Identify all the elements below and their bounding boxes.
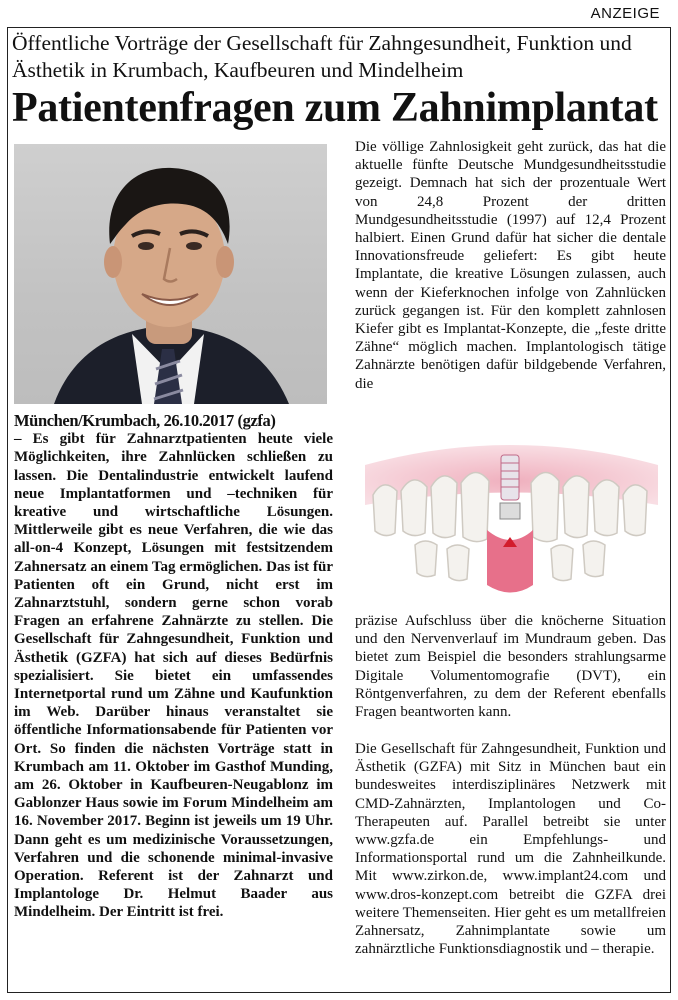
- portrait-photo: [14, 144, 327, 404]
- dateline: München/Krumbach, 26.10.2017 (gzfa): [14, 411, 276, 430]
- article-kicker: Öffentliche Vorträge der Gesellschaft für Zahngesundheit, Funktion und Ästhetik in Krumbach, Kaufbeuren und Mindelheim: [12, 31, 632, 82]
- right-column-paragraph-3: Die Gesellschaft für Zahngesundheit, Funktion und Ästhetik (GZFA) mit Sitz in München baut ein bundesweites interdisziplinäres Netzwerk mit CMD-Zahnärzten, Implantologen und Co-Therapeuten auf. Parallel betreibt sie unter www.gzfa.de ein Empfehlungs- und Informationsportal rund um die Zahnheilkunde. Mit www.zirkon.de, www.implant24.com und www.dros-konzept.com betreibt die GZFA drei weitere Themenseiten. Hier geht es um metallfreien Zahnersatz, Zahnimplantate sowie um zahnärztliche Funktionsdiagnostik und – therapie.: [355, 741, 666, 958]
- dental-implant-illustration: [355, 425, 668, 605]
- ad-label: ANZEIGE: [590, 5, 660, 22]
- left-column: [14, 412, 333, 922]
- right-column-paragraph-1: Die völlige Zahnlosigkeit geht zurück, das hat die aktuelle fünfte Deutsche Mundgesundheitsstudie gezeigt. Demnach hat sich der prozentuale Wert von 24,8 Prozent der dritten Mundgesundheitsstudie (1997) auf 12,4 Prozent halbiert. Einen Grund dafür hat sicher die dentale Innovationsfreude geliefert: Es gibt heute Implantate, die kreative Lösungen zulassen, auch wenn der Kieferknochen infolge von Zahnlücken zurück gegangen ist. Für den komplett zahnlosen Kiefer gibt es Implantat-Konzepte, die „feste dritte Zähne“ möglich machen. Implantologisch tätige Zahnärzte benötigen dafür bildgebende Verfahren, die: [355, 139, 666, 392]
- right-column-paragraph-2: präzise Aufschluss über die knöcherne Situation und den Nervenverlauf im Mundraum geben. Das bietet zum Beispiel die besonders strahlungsarme Digitale Volumentomografie (DVT), ein Röntgenverfahren, zu dem der Referent ebenfalls Fragen beantworten kann.: [355, 613, 666, 721]
- article-headline: Patientenfragen zum Zahnimplantat: [12, 85, 658, 131]
- left-column-text: – Es gibt für Zahnarztpatienten heute viele Möglichkeiten, ihre Zahnlücken schließen zu lassen. Die Dentalindustrie entwickelt laufend neue Implantatformen und –techniken für kreative und wirtschaftliche Lösungen. Mittlerweile gibt es neue Verfahren, die wie das all-on-4 Konzept, Lösungen mit festsitzendem Zahnersatz an einem Tag ermöglichen. Das ist für Patienten oft ein Grund, nicht erst im Zahnarztstuhl, sondern gerne schon vorab Fragen an erfahrene Zahnärzte zu stellen. Die Gesellschaft für Zahngesundheit, Funktion und Ästhetik (GZFA) hat sich auf dieses Bedürfnis spezialisiert. Sie bietet ein umfassendes Internetportal rund um Zähne und Kaufunktion im Web. Darüber hinaus veranstaltet sie öffentliche Informationsabende für Patienten vor Ort. So finden die nächsten Vorträge statt in Krumbach am 11. Oktober im Gasthof Munding, am 26. Oktober in Kaufbeuren-Neugablonz im Gablonzer Haus sowie im Forum Mindelheim am 16. November 2017. Beginn ist jeweils um 19 Uhr. Dann geht es um medizinische Voraussetzungen, Verfahren und die schonende minimal-invasive Operation. Referent ist der Zahnarzt und Implantologe Dr. Helmut Baader aus Mindelheim. Der Eintritt ist frei.: [14, 431, 333, 921]
